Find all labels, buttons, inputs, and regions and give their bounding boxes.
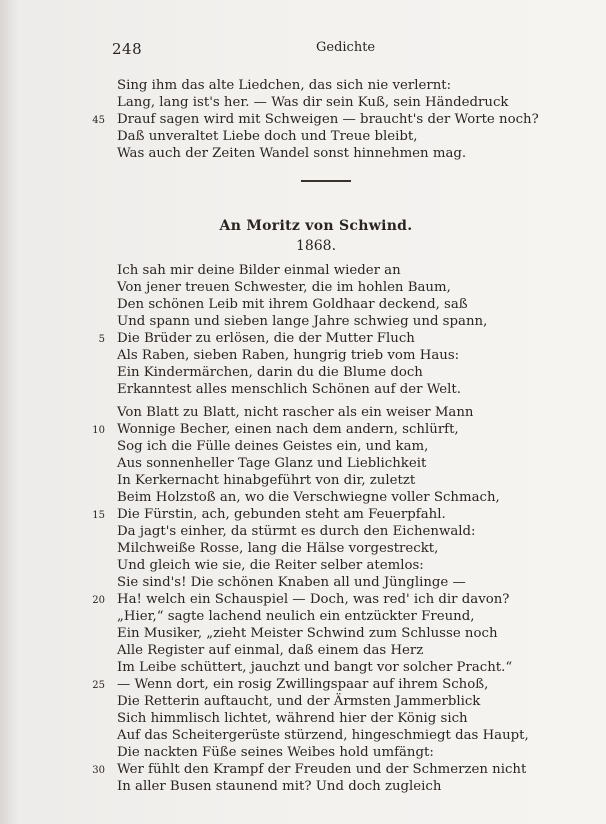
verse-line bbox=[117, 625, 587, 642]
verse-text: Sie sind's! Die schönen Knaben all und Jünglinge — bbox=[117, 575, 466, 590]
verse-text: Alle Register auf einmal, daß einem das Herz bbox=[117, 643, 424, 658]
line-number: 25 bbox=[92, 680, 105, 691]
verse-text: Ein Kindermärchen, darin du die Blume doch bbox=[117, 365, 423, 380]
verse-line bbox=[117, 608, 587, 625]
verse-text: Erkanntest alles menschlich Schönen auf der Welt. bbox=[117, 382, 461, 397]
line-number: 20 bbox=[92, 595, 105, 606]
poem-stanza-1 bbox=[98, 262, 587, 398]
verse-text: Beim Holzstoß an, wo die Verschwiegne voller Schmach, bbox=[117, 490, 500, 505]
verse-line bbox=[117, 404, 587, 421]
verse-text: Aus sonnenheller Tage Glanz und Lieblichkeit bbox=[117, 456, 427, 471]
verse-text: Ha! welch ein Schauspiel — Doch, was red' ich dir davon? bbox=[117, 592, 510, 607]
verse-line bbox=[117, 364, 587, 381]
verse-text: Drauf sagen wird mit Schweigen — braucht's der Worte noch? bbox=[117, 112, 539, 127]
poem-stanza-2 bbox=[92, 404, 587, 795]
verse-line bbox=[117, 727, 587, 744]
verse-text: Sing ihm das alte Liedchen, das sich nie verlernt: bbox=[117, 78, 452, 93]
verse-text: Von Blatt zu Blatt, nicht rascher als ein weiser Mann bbox=[117, 405, 474, 420]
verse-line bbox=[92, 676, 587, 693]
verse-line bbox=[117, 279, 587, 296]
verse-text: Und gleich wie sie, die Reiter selber atemlos: bbox=[117, 558, 424, 573]
gutter-shadow bbox=[0, 0, 18, 824]
verse-line bbox=[117, 489, 587, 506]
verse-line bbox=[117, 574, 587, 591]
page-number: 248 bbox=[112, 40, 143, 58]
verse-text: Wer fühlt den Krampf der Freuden und der Schmerzen nicht bbox=[117, 762, 527, 777]
verse-line bbox=[117, 455, 587, 472]
verse-text: Lang, lang ist's her. — Was dir sein Kuß, sein Händedruck bbox=[117, 95, 509, 110]
verse-line bbox=[117, 744, 587, 761]
verse-line bbox=[117, 710, 587, 727]
verse-text: Daß unveraltet Liebe doch und Treue bleibt, bbox=[117, 129, 418, 144]
poem-title: An Moritz von Schwind. bbox=[219, 218, 413, 234]
verse-text: Sog ich die Fülle deines Geistes ein, und kam, bbox=[117, 439, 429, 454]
verse-line bbox=[92, 591, 587, 608]
verse-line bbox=[98, 330, 587, 347]
verse-text: Sich himmlisch lichtet, während hier der König sich bbox=[117, 711, 468, 726]
poem-ending-block bbox=[92, 77, 587, 162]
verse-line bbox=[117, 540, 587, 557]
line-number: 45 bbox=[92, 115, 105, 126]
verse-text: — Wenn dort, ein rosig Zwillingspaar auf ihrem Schoß, bbox=[117, 677, 489, 692]
verse-text: Als Raben, sieben Raben, hungrig trieb vom Haus: bbox=[117, 348, 460, 363]
verse-line bbox=[117, 145, 587, 162]
verse-line bbox=[92, 506, 587, 523]
running-head: Gedichte bbox=[316, 40, 376, 55]
verse-text: In Kerkernacht hinabgeführt von dir, zuletzt bbox=[117, 473, 416, 488]
verse-text: Die nackten Füße seines Weibes hold umfängt: bbox=[117, 745, 434, 760]
verse-line bbox=[117, 557, 587, 574]
verse-text: Milchweiße Rosse, lang die Hälse vorgestreckt, bbox=[117, 541, 439, 556]
line-number: 10 bbox=[92, 425, 105, 436]
verse-line bbox=[117, 296, 587, 313]
verse-line bbox=[117, 128, 587, 145]
verse-line bbox=[117, 523, 587, 540]
verse-line bbox=[117, 381, 587, 398]
verse-text: Von jener treuen Schwester, die im hohlen Baum, bbox=[117, 280, 451, 295]
verse-line bbox=[92, 421, 587, 438]
verse-line bbox=[117, 94, 587, 111]
verse-line bbox=[92, 761, 587, 778]
verse-text: Die Brüder zu erlösen, die der Mutter Fluch bbox=[117, 331, 415, 346]
verse-line bbox=[117, 262, 587, 279]
section-divider bbox=[301, 180, 351, 182]
verse-text: Den schönen Leib mit ihrem Goldhaar deckend, saß bbox=[117, 297, 468, 312]
poem-year: 1868. bbox=[295, 238, 337, 254]
verse-line bbox=[117, 77, 587, 94]
verse-text: Was auch der Zeiten Wandel sonst hinnehmen mag. bbox=[117, 146, 467, 161]
verse-text: Ein Musiker, „zieht Meister Schwind zum Schlusse noch bbox=[117, 626, 498, 641]
verse-line bbox=[117, 642, 587, 659]
verse-line bbox=[117, 659, 587, 676]
line-number: 30 bbox=[92, 765, 105, 776]
verse-line bbox=[117, 472, 587, 489]
verse-text: Auf das Scheitergerüste stürzend, hingeschmiegt das Haupt, bbox=[117, 728, 529, 743]
verse-text: Im Leibe schüttert, jauchzt und bangt vor solcher Pracht.“ bbox=[117, 660, 513, 675]
verse-text: In aller Busen staunend mit? Und doch zugleich bbox=[117, 779, 442, 794]
verse-line bbox=[92, 111, 587, 128]
verse-line bbox=[117, 347, 587, 364]
verse-text: Da jagt's einher, da stürmt es durch den Eichenwald: bbox=[117, 524, 476, 539]
verse-text: „Hier,“ sagte lachend neulich ein entzückter Freund, bbox=[117, 609, 475, 624]
line-number: 15 bbox=[92, 510, 105, 521]
verse-text: Wonnige Becher, einen nach dem andern, schlürft, bbox=[117, 422, 459, 437]
verse-text: Die Fürstin, ach, gebunden steht am Feuerpfahl. bbox=[117, 507, 446, 522]
verse-text: Und spann und sieben lange Jahre schwieg und spann, bbox=[117, 314, 488, 329]
verse-text: Ich sah mir deine Bilder einmal wieder an bbox=[117, 263, 401, 278]
line-number: 5 bbox=[98, 334, 105, 345]
verse-text: Die Retterin auftaucht, und der Ärmsten Jammerblick bbox=[117, 694, 481, 709]
verse-line bbox=[117, 438, 587, 455]
verse-line bbox=[117, 778, 587, 795]
verse-line bbox=[117, 693, 587, 710]
verse-line bbox=[117, 313, 587, 330]
